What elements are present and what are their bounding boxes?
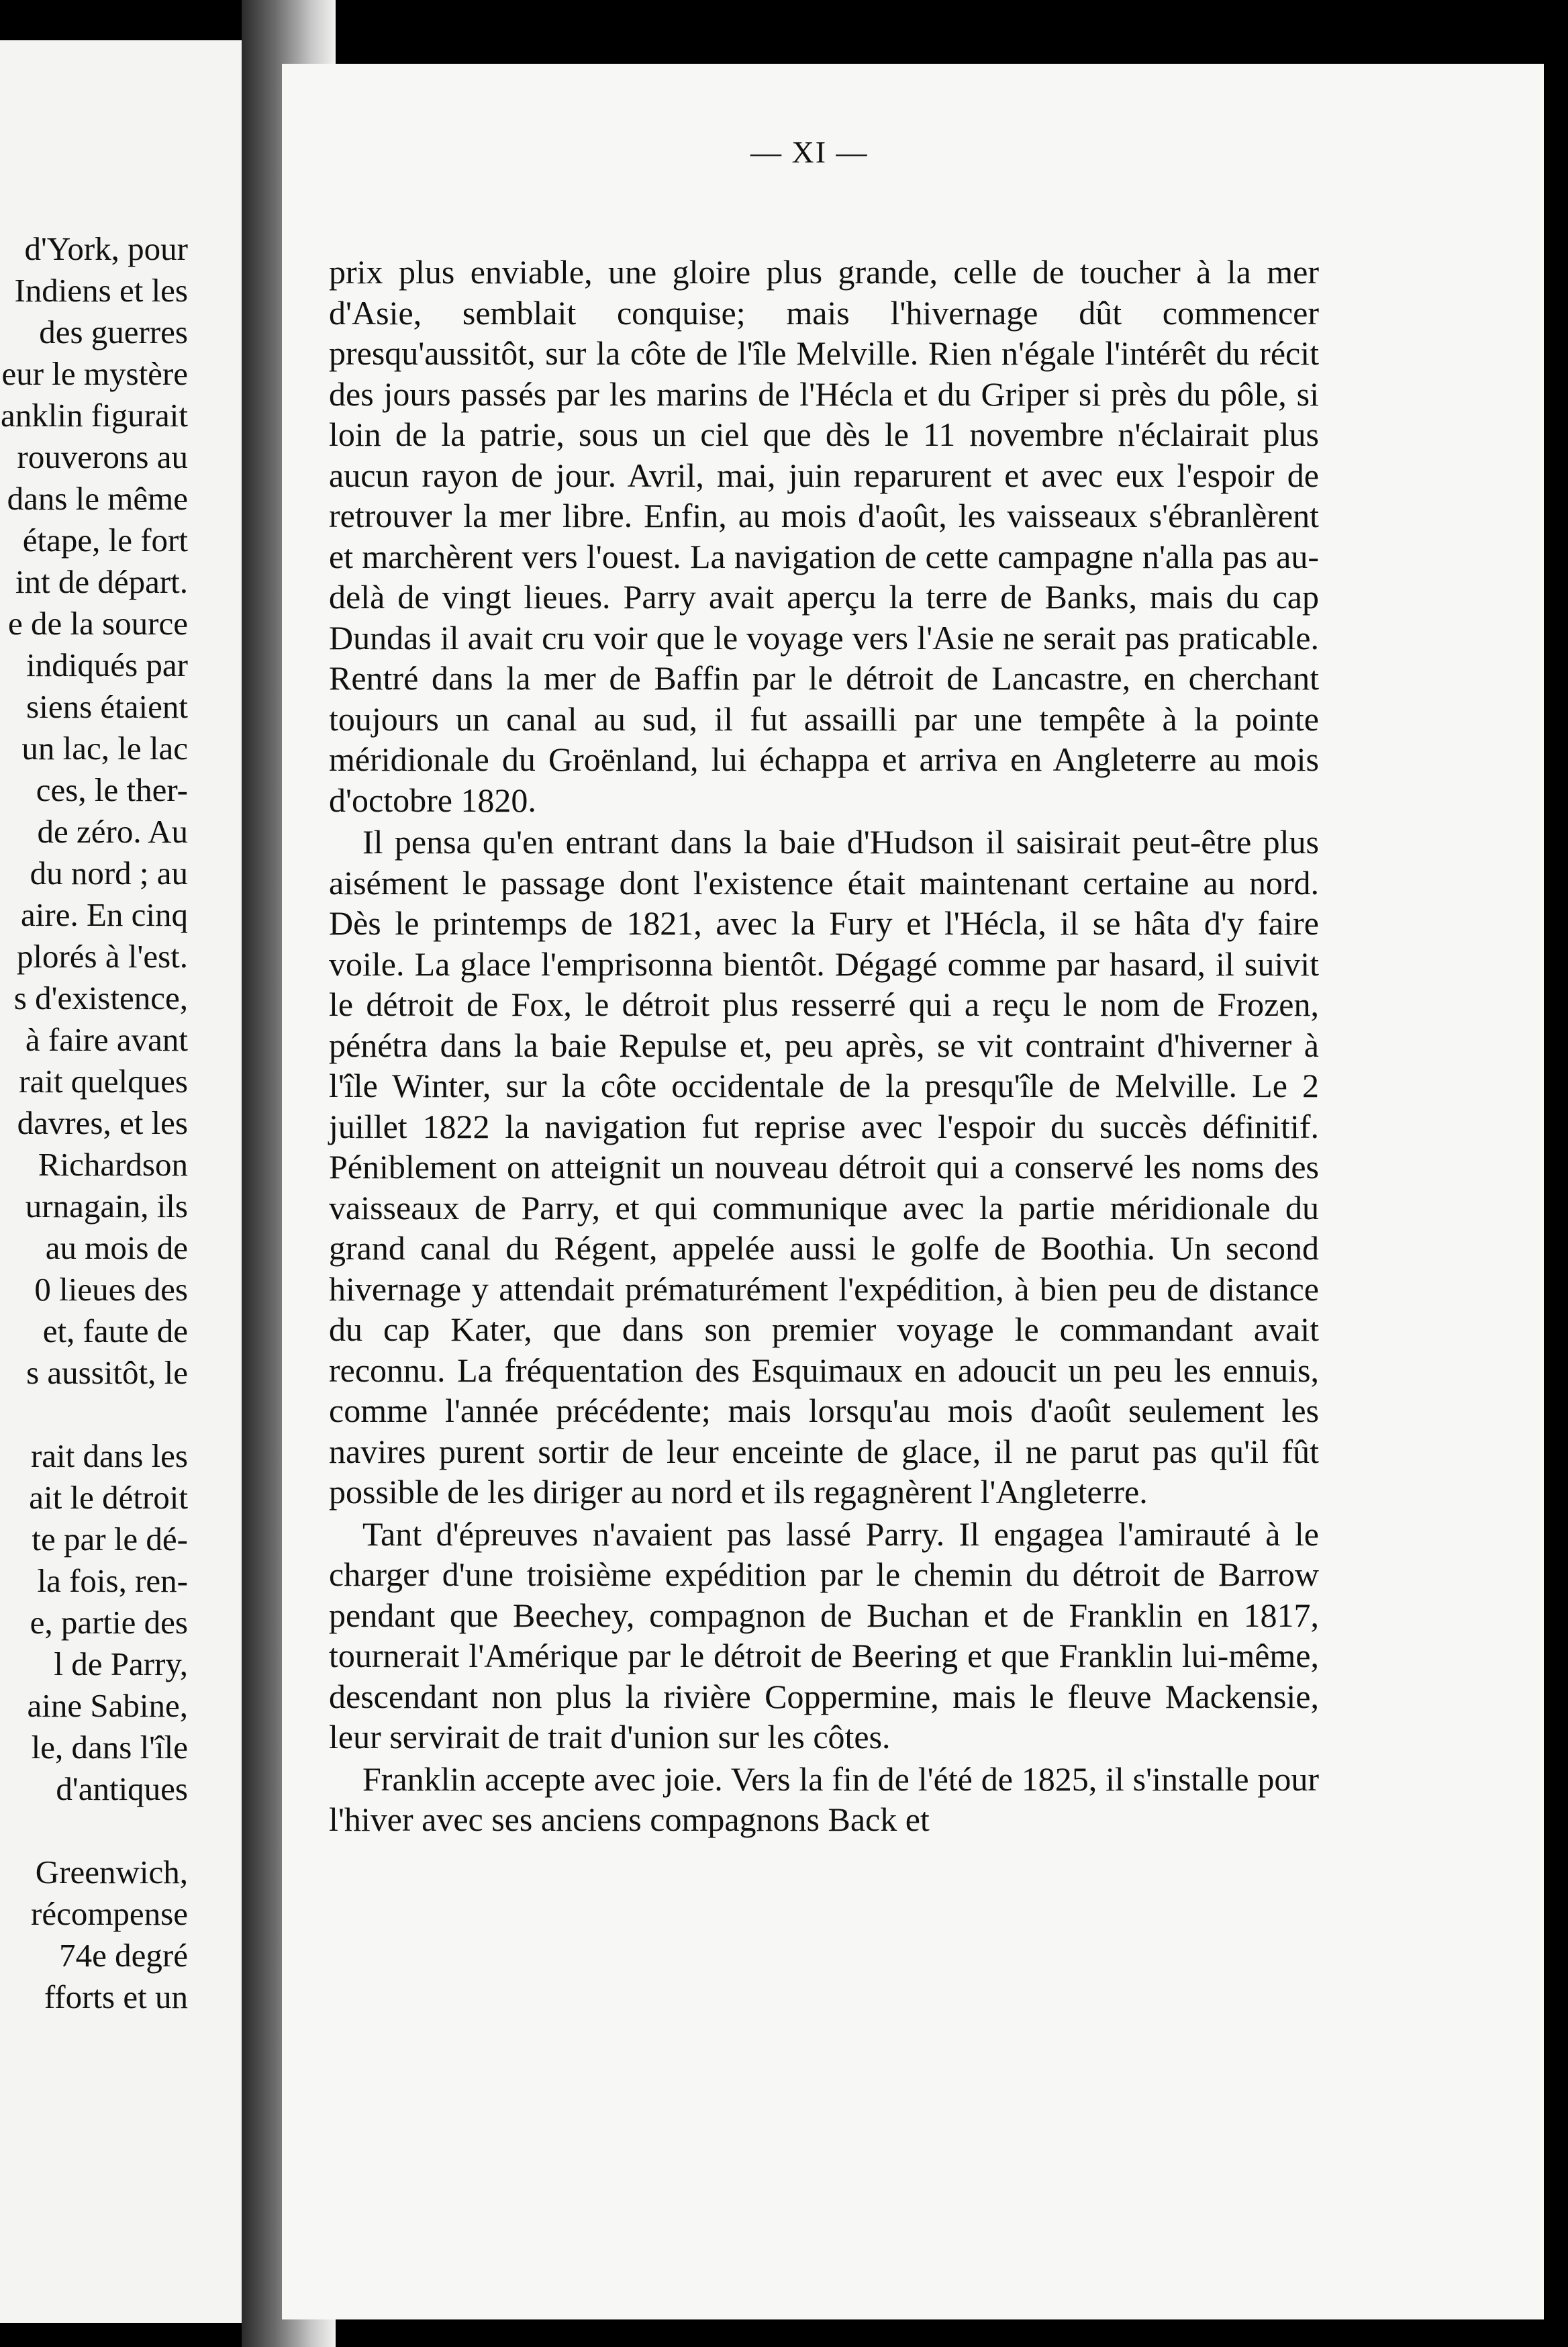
facing-page-line: le, dans l'île <box>31 1729 188 1766</box>
facing-page-line: fforts et un <box>44 1978 188 2015</box>
facing-page-line: int de départ. <box>15 563 188 600</box>
facing-page-line: à faire avant <box>25 1021 188 1058</box>
facing-page-line: un lac, le lac <box>21 730 188 767</box>
facing-page-line: Greenwich, <box>35 1854 188 1890</box>
facing-page-line: s aussitôt, le <box>26 1354 188 1391</box>
facing-page-line: 74e degré <box>59 1937 188 1974</box>
facing-page-line: urnagain, ils <box>25 1188 188 1225</box>
facing-page-line: au mois de <box>45 1229 188 1266</box>
facing-page-line: plorés à l'est. <box>16 938 188 975</box>
facing-page-line: siens étaient <box>26 688 188 725</box>
facing-page-line: ces, le ther- <box>36 771 188 808</box>
facing-page-line: rait dans les <box>30 1437 188 1474</box>
facing-page-line: eur le mystère <box>1 355 188 392</box>
facing-page-line: ait le détroit <box>29 1479 188 1516</box>
facing-page-line: d'antiques <box>56 1770 188 1807</box>
facing-page-line: rouverons au <box>17 438 188 475</box>
page-number: — XI — <box>750 135 869 169</box>
facing-page-line: la fois, ren- <box>37 1562 188 1599</box>
facing-page-line: des guerres <box>39 314 188 350</box>
facing-page-line: 0 lieues des <box>34 1271 188 1308</box>
facing-page-line: de zéro. Au <box>37 813 188 850</box>
paragraph: prix plus enviable, une gloire plus grande, celle de toucher à la mer d'Asie, semblait conquise; mais l'hivernage dût commencer presqu'aussitôt, sur la côte de l'île Melville. Rien n'égale l'intérêt du récit des jours passés par les marins de l'Hécla et du Griper si près du pôle, si loin de la patrie, sous un ciel que dès le 11 novembre n'éclairait plus aucun rayon de jour. Avril, mai, juin reparurent et avec eux l'espoir de retrouver la mer libre. Enfin, au mois d'août, les vaisseaux s'ébranlèrent et marchèrent vers l'ouest. La navigation de cette campagne n'alla pas au-delà de vingt lieues. Parry avait aperçu la terre de Banks, mais du cap Dundas il avait cru voir que le voyage vers l'Asie ne serait pas praticable. Rentré dans la mer de Baffin par le détroit de Lancastre, en cherchant toujours un canal au sud, il fut assailli par une tempête à la pointe méridionale du Groënland, lui échappa et arriva en Angleterre au mois d'octobre 1820. <box>329 253 1319 819</box>
facing-page-text <box>0 228 188 2018</box>
paragraph: Franklin accepte avec joie. Vers la fin de l'été de 1825, il s'installe pour l'hiver avec ses anciens compagnons Back et <box>329 1760 1319 1838</box>
facing-page-line <box>0 1810 188 1852</box>
facing-page-line: récompense <box>31 1895 188 1932</box>
facing-page-line: davres, et les <box>17 1104 188 1141</box>
facing-page-line: anklin figurait <box>1 397 188 434</box>
facing-page-line: d'York, pour <box>24 230 188 267</box>
facing-page-line: Indiens et les <box>14 272 188 309</box>
paragraph: Il pensa qu'en entrant dans la baie d'Hudson il saisirait peut-être plus aisément le passage dont l'existence était maintenant certaine au nord. Dès le printemps de 1821, avec la Fury et l'Hécla, il se hâta d'y faire voile. La glace l'emprisonna bientôt. Dégagé comme par hasard, il suivit le détroit de Fox, le détroit plus resserré qui a reçu le nom de Frozen, pénétra dans la baie Repulse et, peu après, se vit contraint d'hiverner à l'île Winter, sur la côte occidentale de la presqu'île de Melville. Le 2 juillet 1822 la navigation fut reprise avec l'espoir du succès définitif. Péniblement on atteignit un nouveau détroit qui a conservé les noms des vaisseaux de Parry, et qui communique avec la partie méridionale du grand canal du Régent, appelée aussi le golfe de Boothia. Un second hivernage y attendait prématurément l'expédition, à bien peu de distance du cap Kater, que dans son premier voyage le commandant avait reconnu. La fréquentation des Esquimaux en adoucit un peu les ennuis, comme l'année précédente; mais lorsqu'au mois d'août seulement les navires purent sortir de leur enceinte de glace, il ne parut pas qu'il fût possible de les diriger au nord et ils regagnèrent l'Angleterre. <box>329 823 1319 1511</box>
facing-page-line: l de Parry, <box>54 1645 188 1682</box>
facing-page-line: e, partie des <box>30 1604 188 1641</box>
facing-page-line: étape, le fort <box>22 522 188 559</box>
page-body <box>329 252 1319 1840</box>
facing-page-line: s d'existence, <box>13 979 188 1016</box>
facing-page-line: te par le dé- <box>32 1521 188 1558</box>
facing-page-line: e de la source <box>8 605 188 642</box>
facing-page-line: rait quelques <box>19 1063 188 1100</box>
facing-page-line <box>0 1394 188 1435</box>
paragraph: Tant d'épreuves n'avaient pas lassé Parry. Il engagea l'amirauté à le charger d'une troisième expédition par le chemin du détroit de Barrow pendant que Beechey, compagnon de Buchan et de Franklin en 1817, tournerait l'Amérique par le détroit de Beering et que Franklin lui-même, descendant non plus la rivière Coppermine, mais le fleuve Mackensie, leur servirait de trait d'union sur les côtes. <box>329 1515 1319 1756</box>
facing-page-fragment <box>0 40 242 2323</box>
facing-page-line: indiqués par <box>26 646 188 683</box>
facing-page-line: et, faute de <box>42 1312 188 1349</box>
facing-page-line: aine Sabine, <box>27 1687 188 1724</box>
facing-page-line: Richardson <box>38 1146 188 1183</box>
facing-page-line: du nord ; au <box>30 855 188 892</box>
facing-page-line: aire. En cinq <box>21 896 188 933</box>
facing-page-line: dans le même <box>7 480 188 517</box>
